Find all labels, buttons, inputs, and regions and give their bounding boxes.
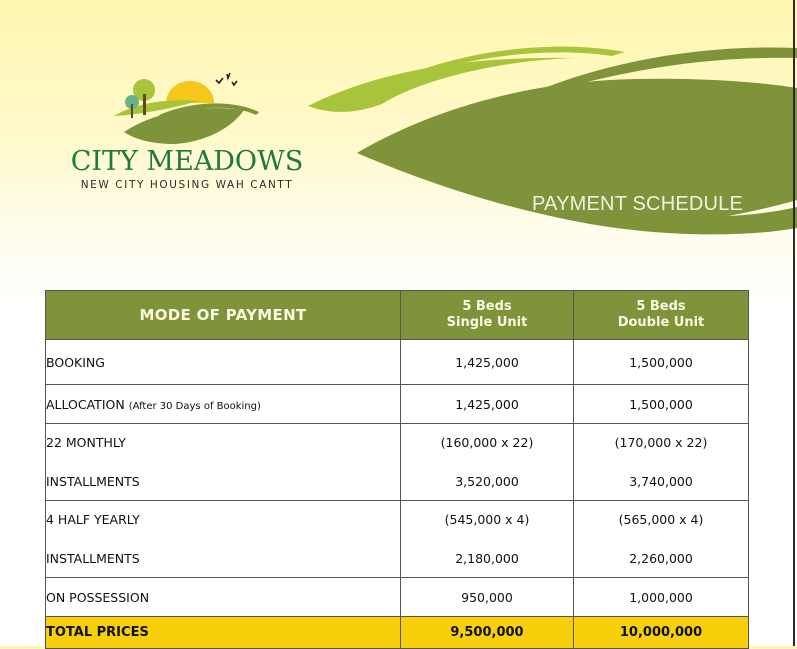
table-row-total	[46, 617, 749, 649]
single-unit-value	[401, 424, 574, 501]
installment-total: 3,740,000	[629, 474, 693, 489]
installment-total: 3,520,000	[455, 474, 519, 489]
tree-trunk-small	[131, 104, 133, 118]
row-label-text: ALLOCATION	[46, 396, 125, 412]
row-label	[46, 385, 401, 424]
single-unit-value	[401, 501, 574, 578]
installment-total: 2,180,000	[455, 551, 519, 566]
brand-tagline: NEW CITY HOUSING WAH CANTT	[80, 179, 294, 191]
row-label-line2: INSTALLMENTS	[46, 551, 140, 566]
row-label	[46, 424, 401, 501]
brand-logo	[62, 70, 312, 195]
header-single-unit-line2: Single Unit	[446, 315, 528, 330]
installment-formula: (545,000 x 4)	[444, 512, 530, 527]
sun-icon	[166, 81, 214, 103]
row-label: ON POSSESSION	[46, 578, 401, 617]
header-single-unit-line1: 5 Beds	[462, 299, 512, 314]
single-unit-value: 1,425,000	[401, 385, 574, 424]
installment-formula: (565,000 x 4)	[618, 512, 704, 527]
installment-total: 2,260,000	[629, 551, 693, 566]
double-unit-value	[574, 501, 749, 578]
bird-icon	[216, 78, 223, 83]
landscape-sun-trees-birds-icon	[104, 70, 264, 150]
total-double-unit: 10,000,000	[574, 617, 749, 649]
page-edge-divider	[793, 0, 795, 646]
row-label-line2: INSTALLMENTS	[46, 474, 140, 489]
table-row-monthly-installments	[46, 424, 749, 501]
hill-front-leaf	[124, 108, 244, 144]
header-single-unit	[401, 291, 574, 340]
page-title: PAYMENT SCHEDULE	[532, 193, 744, 215]
tree-trunk	[143, 94, 146, 115]
single-unit-value: 1,425,000	[401, 340, 574, 385]
table-header-row	[46, 291, 749, 340]
double-unit-value	[574, 424, 749, 501]
installment-formula: (170,000 x 22)	[614, 435, 708, 450]
table-row-on-possession	[46, 578, 749, 617]
double-unit-value: 1,500,000	[574, 340, 749, 385]
header-double-unit-line2: Double Unit	[617, 315, 705, 330]
header-double-unit	[574, 291, 749, 340]
bird-icon	[227, 73, 230, 78]
header-mode-of-payment: MODE OF PAYMENT	[46, 291, 401, 340]
header-double-unit-line1: 5 Beds	[636, 299, 686, 314]
row-label	[46, 501, 401, 578]
row-label-note: (After 30 Days of Booking)	[128, 400, 261, 412]
row-label: BOOKING	[46, 340, 401, 385]
row-label-line1: 22 MONTHLY	[46, 435, 126, 450]
bird-icon	[232, 81, 237, 85]
double-unit-value: 1,500,000	[574, 385, 749, 424]
brand-name: CITY MEADOWS	[70, 146, 304, 177]
total-label: TOTAL PRICES	[46, 617, 401, 649]
table-row-allocation	[46, 385, 749, 424]
single-unit-value: 950,000	[401, 578, 574, 617]
payment-schedule-table	[45, 290, 749, 649]
double-unit-value: 1,000,000	[574, 578, 749, 617]
installment-formula: (160,000 x 22)	[440, 435, 534, 450]
table-row-booking	[46, 340, 749, 385]
row-label-line1: 4 HALF YEARLY	[46, 512, 140, 527]
total-single-unit: 9,500,000	[401, 617, 574, 649]
table-row-half-yearly-installments	[46, 501, 749, 578]
